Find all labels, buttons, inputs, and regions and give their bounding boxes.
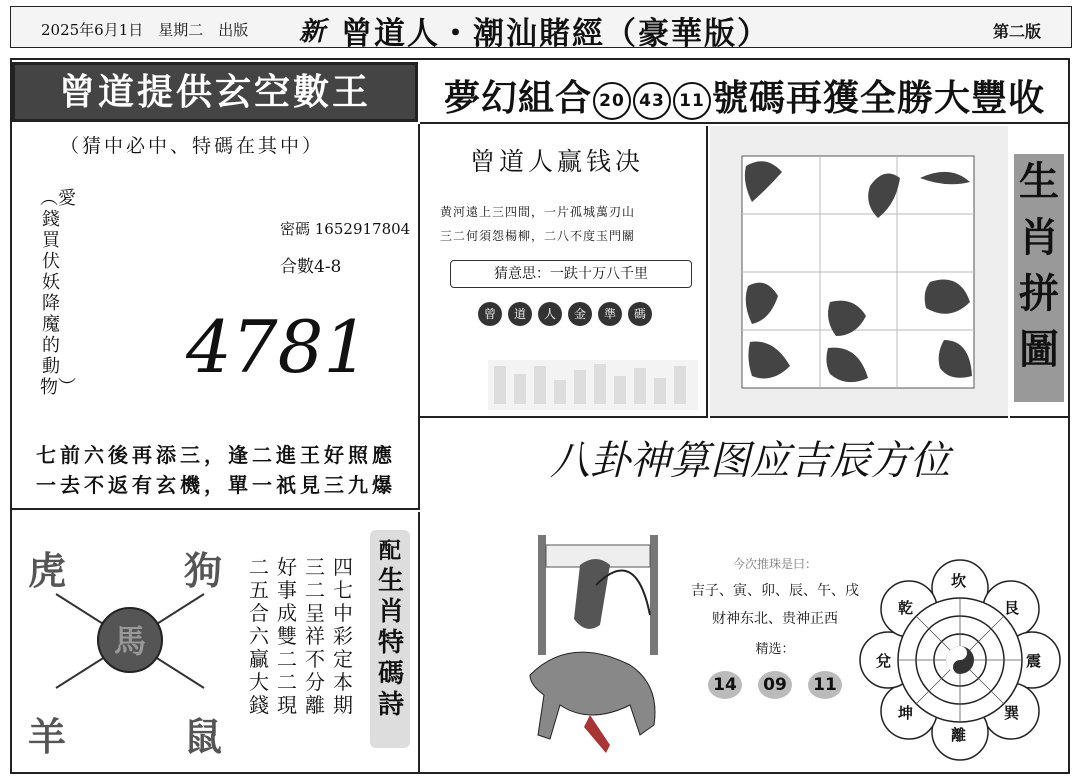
info-line: 吉子、寅、卯、辰、午、戌 [691, 583, 859, 599]
verse-line: 黄河遠上三四間，一片孤城萬刃山 [440, 205, 636, 219]
trigram-label: 坤 [898, 704, 914, 722]
gold-ball: 人 [538, 302, 562, 326]
gold-ball: 碼 [628, 302, 652, 326]
rt-banner [420, 62, 1068, 124]
warrior-archer-image [510, 525, 680, 765]
paper-title: 曾道人・潮汕賭經（豪華版） [341, 16, 770, 52]
tag-top: 配 [378, 538, 401, 564]
zodiac-top-right: 狗 [184, 548, 223, 593]
puzzle-title-column [1010, 126, 1068, 418]
info-caption: 今次推珠是曰： [732, 557, 817, 571]
picks-row [665, 671, 885, 699]
edition-label: 第二版 [992, 22, 1041, 41]
pick-ball: 14 [708, 671, 742, 699]
he-shu-text: 合數4-8 [280, 257, 342, 277]
tag-main: 生肖特碼詩 [378, 566, 405, 720]
trigram-label: 坎 [951, 572, 967, 590]
poem-line: 一去不返有玄機，單一祇見三九爆 [36, 473, 396, 497]
page-header [10, 6, 1072, 52]
trigram-label: 乾 [898, 599, 914, 617]
zodiac-puzzle [710, 126, 1008, 418]
gold-ball: 曾 [478, 302, 502, 326]
banner-prefix: 夢幻組合 [444, 77, 593, 119]
banner-text [444, 70, 1045, 121]
lt-subtitle: （猜中必中、特碼在其中） [60, 135, 325, 157]
lt-vertical-note: ︵愛錢買伏妖降魔的動物︶ [40, 188, 76, 398]
handwritten-number [182, 300, 370, 390]
number-circle: 20 [593, 82, 631, 120]
poem-column: 四七中彩定本期 [333, 555, 353, 717]
verse-line: 三二何須怨楊柳，二八不度玉門關 [440, 229, 636, 243]
password-text: 密碼 1652917804 [280, 220, 411, 238]
trigram-label: 震 [1026, 652, 1042, 670]
banner-suffix: 號碼再獲全勝大豐收 [712, 77, 1046, 119]
poem-column: 二五合六贏大錢 [249, 555, 269, 717]
guess-box: 猜意思：一趺十万八千里 [450, 260, 692, 288]
puzzle-image [710, 126, 1008, 416]
picks-label: 精选： [755, 642, 795, 657]
trigram-label: 兌 [876, 652, 892, 670]
bagua-title-text: 八卦神算图应吉辰方位 [550, 438, 950, 484]
issue-date: 2025年6月1日 星期二 出版 [41, 21, 249, 39]
poem-line: 七前六後再添三，逢二進王好照應 [36, 443, 396, 467]
zodiac-bottom-left: 羊 [28, 714, 67, 759]
pick-ball: 09 [758, 671, 792, 699]
zodiac-bottom-right: 鼠 [184, 714, 223, 759]
pick-ball: 11 [808, 671, 842, 699]
zodiac-top-left: 虎 [28, 548, 67, 593]
faded-grid [488, 360, 698, 410]
info-line: 财神东北、贵神正西 [712, 611, 838, 627]
trigram-label: 巽 [1004, 704, 1020, 722]
number-circle: 43 [633, 82, 671, 120]
handwritten-text: 4781 [186, 305, 370, 389]
trigram-label: 艮 [1004, 599, 1020, 617]
poem-column: 三二呈祥不分離 [305, 555, 325, 717]
zodiac-center: 馬 [113, 622, 147, 660]
zodiac-cross [40, 580, 220, 700]
puzzle-title: 生肖拼圖 [1014, 154, 1064, 402]
new-mark: 新 [299, 17, 326, 47]
lt-banner: 曾道提供玄空數王 [12, 62, 418, 122]
gold-ball: 準 [598, 302, 622, 326]
bagua-info [665, 555, 885, 699]
lt-poem [36, 440, 396, 500]
trigram-label: 離 [951, 726, 967, 744]
poem-column: 好事成雙二二現 [277, 555, 297, 717]
win-title: 曾道人赢钱决 [470, 147, 645, 176]
number-circle: 11 [673, 82, 711, 120]
poem-tag [370, 530, 410, 748]
gold-ball: 道 [508, 302, 532, 326]
gold-ball: 金 [568, 302, 592, 326]
